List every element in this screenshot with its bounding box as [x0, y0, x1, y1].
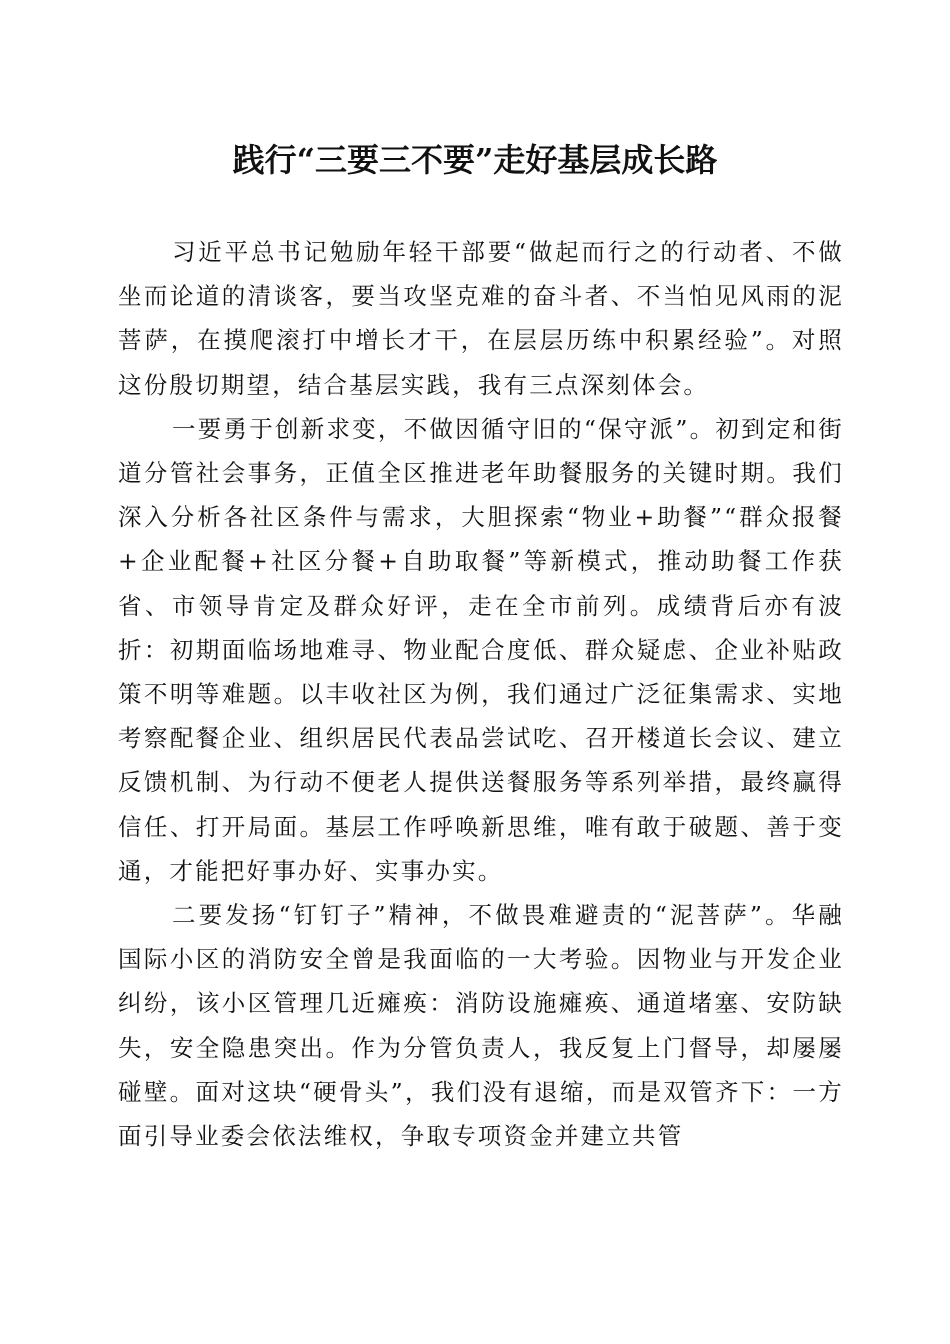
paragraph-point-two: 二要发扬“钉钉子”精神，不做畏难避责的“泥菩萨”。华融国际小区的消防安全曾是我面临的一大考验。因物业与开发企业纠纷，该小区管理几近瘫痪：消防设施瘫痪、通道堵塞、安防缺失，安全隐患突出。作为分管负责人，我反复上门督导，却屡屡碰壁。面对这块“硬骨头”，我们没有退缩，而是双管齐下：一方面引导业委会依法维权，争取专项资金并建立共管: [118, 901, 844, 1151]
paragraph-intro: 习近平总书记勉励年轻干部要“做起而行之的行动者、不做坐而论道的清谈客，要当攻坚克难的奋斗者、不当怕见风雨的泥菩萨，在摸爬滚打中增长才干，在层层历练中积累经验”。对照这份殷切期望，结合基层实践，我有三点深刻体会。: [118, 238, 844, 399]
paragraph-point-one: 一要勇于创新求变，不做因循守旧的“保守派”。初到定和街道分管社会事务，正值全区推进老年助餐服务的关键时期。我们深入分析各社区条件与需求，大胆探索“物业+助餐”“群众报餐+企业配餐+社区分餐+自助取餐”等新模式，推动助餐工作获省、市领导肯定及群众好评，走在全市前列。成绩背后亦有波折：初期面临场地难寻、物业配合度低、群众疑虑、企业补贴政策不明等难题。以丰收社区为例，我们通过广泛征集需求、实地考察配餐企业、组织居民代表品尝试吃、召开楼道长会议、建立反馈机制、为行动不便老人提供送餐服务等系列举措，最终赢得信任、打开局面。基层工作呼唤新思维，唯有敢于破题、善于变通，才能把好事办好、实事办实。: [118, 414, 844, 885]
document-body: [118, 230, 844, 1158]
document-title: 践行“三要三不要”走好基层成长路: [232, 141, 718, 179]
